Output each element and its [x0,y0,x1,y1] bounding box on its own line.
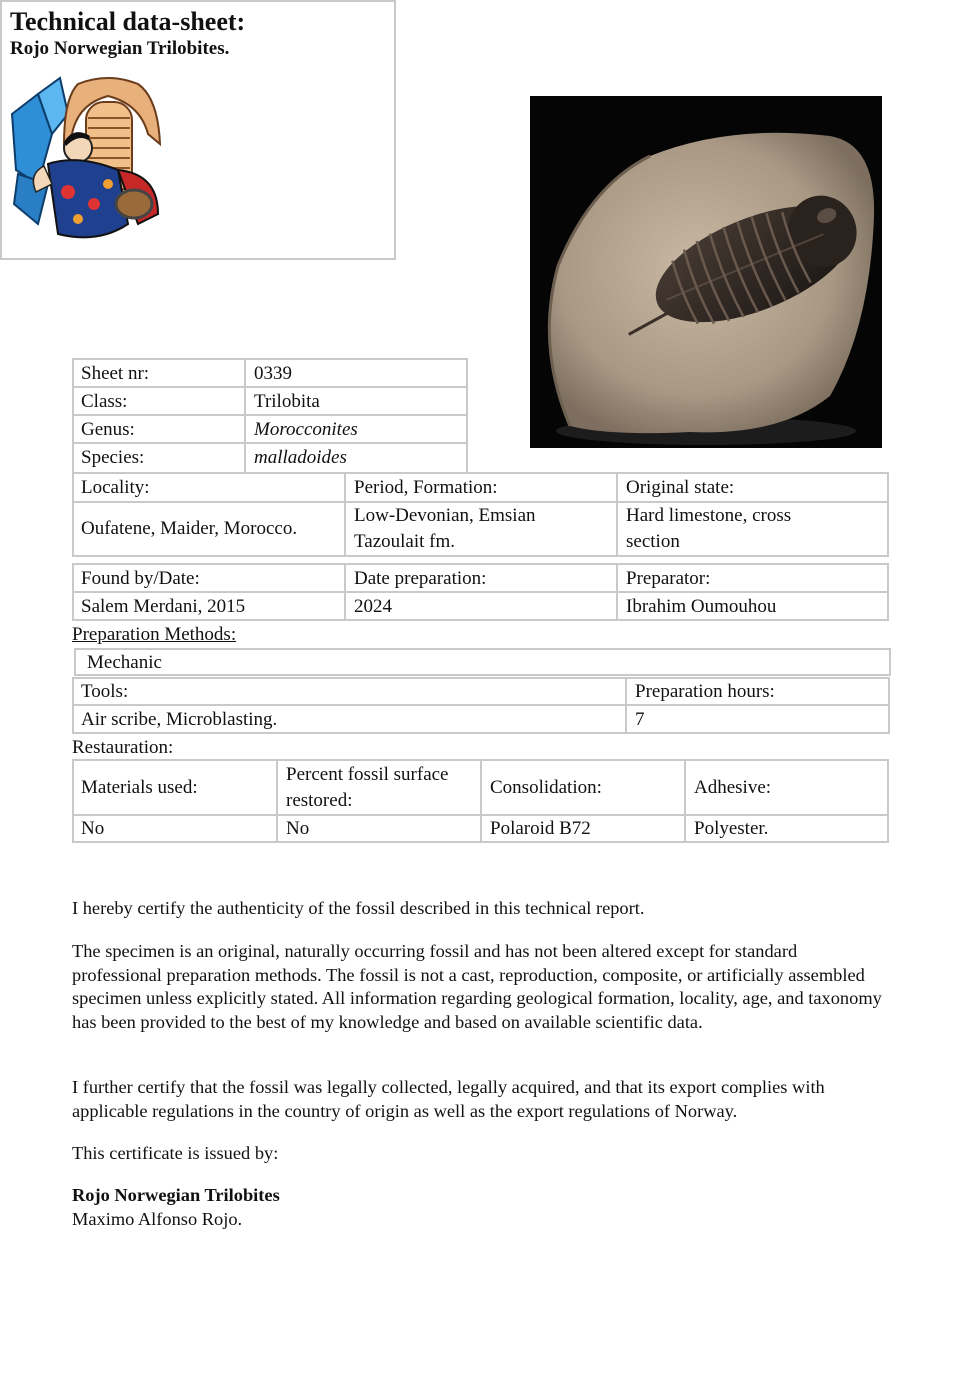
samurai-trilobite-logo-icon [8,74,168,250]
signer-name: Maximo Alfonso Rojo. [72,1209,243,1229]
date-preparation-value: 2024 [354,595,392,617]
period-value: Low-Devonian, Emsian Tazoulait fm. [354,505,536,552]
percent-restored-label: Percent fossil surface restored: [286,764,449,811]
date-preparation-label: Date preparation: [354,567,487,589]
found-by-value: Salem Merdani, 2015 [81,595,246,617]
method-value: Mechanic [87,651,162,673]
materials-used-value: No [81,818,105,839]
issuer-name: Rojo Norwegian Trilobites [72,1185,280,1205]
trilobite-fossil-photo-icon [530,96,882,448]
consolidation-value: Polaroid B72 [490,818,591,839]
preparator-label: Preparator: [626,567,711,589]
percent-restored-value: No [286,818,310,839]
certificate-paragraph-2: The specimen is an original, naturally occurring fossil and has not been altered except for standard professional preparation methods. The fossil is not a cast, reproduction, composite, or artificially assembled specimen unless explicitly stated. All information regarding geological formation, locality, age, and taxonomy has been provided to the best of my knowledge and based on available scientific data. [72,941,882,1032]
period-label: Period, Formation: [354,477,498,498]
header-box [0,0,396,260]
materials-used-label: Materials used: [81,777,198,798]
restauration-heading: Restauration: [72,737,174,758]
adhesive-label: Adhesive: [694,777,772,798]
company-subtitle: Rojo Norwegian Trilobites. [10,38,230,59]
locality-value: Oufatene, Maider, Morocco. [81,518,298,539]
preparator-value: Ibrahim Oumouhou [626,595,777,617]
genus-value: Morocconites [254,419,358,440]
consolidation-label: Consolidation: [490,777,602,798]
genus-label: Genus: [81,419,135,440]
preparation-methods-heading: Preparation Methods: [72,624,237,645]
preparation-hours-value: 7 [635,708,645,730]
certificate-paragraph-4: This certificate is issued by: [72,1143,279,1163]
locality-label: Locality: [81,477,150,498]
found-by-label: Found by/Date: [81,567,200,589]
original-state-value: Hard limestone, cross section [626,505,792,552]
sheet-nr-label: Sheet nr: [81,363,150,384]
tools-value: Air scribe, Microblasting. [81,708,278,730]
sheet-nr-value: 0339 [254,363,292,384]
species-label: Species: [81,447,145,468]
class-value: Trilobita [254,391,320,412]
adhesive-value: Polyester. [694,818,769,839]
tools-label: Tools: [81,681,129,702]
original-state-label: Original state: [626,477,735,498]
certificate-paragraph-1: I hereby certify the authenticity of the fossil described in this technical report. [72,898,645,918]
certificate-paragraph-3: I further certify that the fossil was legally collected, legally acquired, and that its export complies with applicable regulations in the country of origin as well as the export regulations of Norway. [72,1077,825,1121]
page-title: Technical data-sheet: [10,7,246,36]
class-label: Class: [81,391,128,412]
species-value: malladoides [254,447,347,468]
preparation-hours-label: Preparation hours: [635,681,775,702]
